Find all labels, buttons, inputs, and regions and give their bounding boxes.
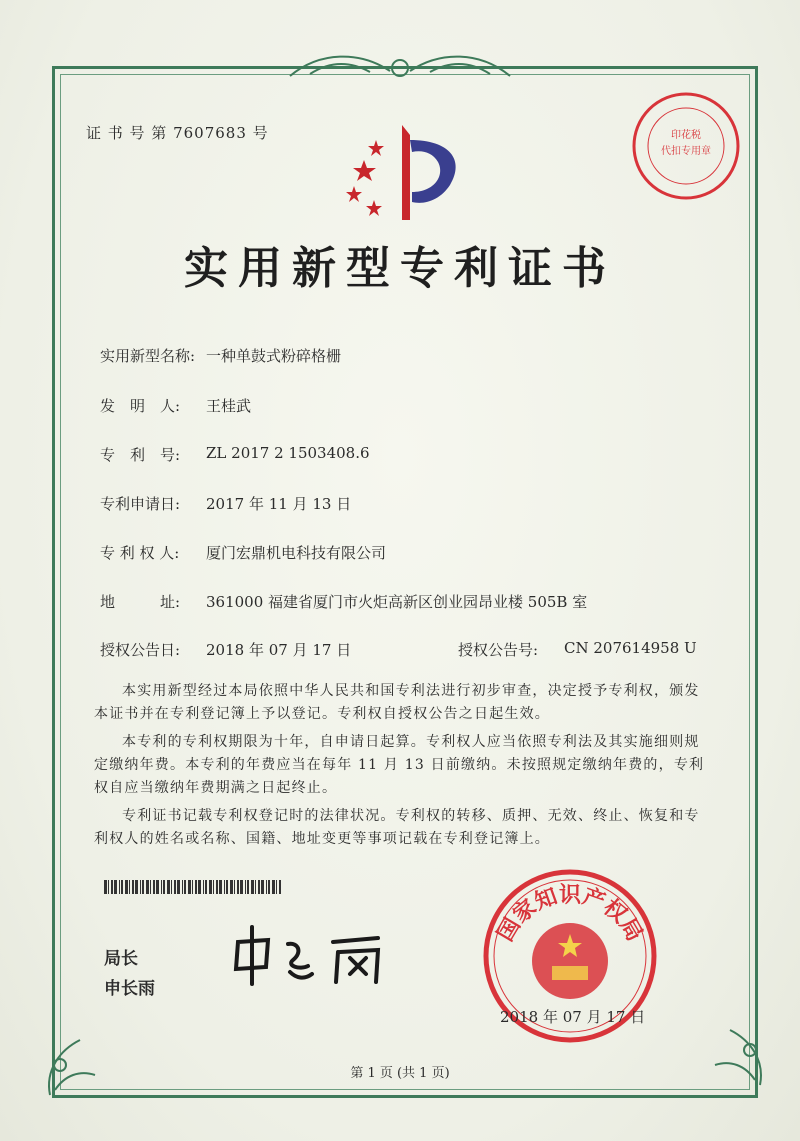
paragraph: 本专利的专利权期限为十年，自申请日起算。专利权人应当依照专利法及其实施细则规定缴纳年费。本专利的年费应当在每年 11 月 13 日前缴纳。未按照规定缴纳年费的，专利权自应当缴纳年费期满之日起终止。 [94,734,705,796]
field-label: 专 利 号: [100,446,181,464]
field-patent-no [100,444,370,465]
barcode [104,880,284,894]
seal-date: 2018 年 07 月 17 日 [500,1008,646,1026]
patent-office-logo [340,120,470,230]
field-value: CN 207614958 U [564,639,697,657]
field-filing-date [100,493,351,514]
field-value: ZL 2017 2 1503408.6 [206,444,370,462]
page-footer: 第 1 页 (共 1 页) [350,1066,450,1081]
top-ornament [280,46,520,86]
field-grant-no [458,639,697,660]
page-title: 实用新型专利证书 [184,243,616,294]
svg-text:印花税: 印花税 [671,130,701,141]
field-label: 发 明 人: [100,397,181,415]
field-value: 2018 年 07 月 17 日 [206,641,352,659]
field-label: 实用新型名称: [100,347,196,365]
handwritten-signature [228,922,408,992]
field-label: 专利申请日: [100,495,181,513]
field-value: 361000 福建省厦门市火炬高新区创业园昂业楼 505B 室 [206,593,588,611]
field-inventor [100,395,251,416]
signatory-name: 申长雨 [104,979,155,999]
paragraph: 专利证书记载专利权登记时的法律状况。专利权的转移、质押、无效、终止、恢复和专利权人的姓名或名称、国籍、地址变更等事项记载在专利登记簿上。 [94,808,700,847]
tax-stamp [626,86,746,206]
field-value: 王桂武 [206,397,252,415]
signatory-title: 局长 [104,949,138,969]
field-value: 一种单鼓式粉碎格栅 [206,347,342,365]
field-value: 厦门宏鼎机电科技有限公司 [206,544,387,562]
svg-text:代扣专用章: 代扣专用章 [661,146,711,157]
field-label: 地 址: [100,593,181,611]
field-address [100,591,587,612]
field-label: 授权公告日: [100,641,181,659]
bottom-left-ornament [40,1020,110,1100]
field-patentee [100,542,386,563]
field-label: 专 利 权 人: [100,544,180,562]
legal-text [94,680,706,856]
field-name [100,345,341,366]
certificate-number: 证 书 号 第 7607683 号 [86,124,269,142]
field-label: 授权公告号: [458,641,539,659]
field-value: 2017 年 11 月 13 日 [206,495,352,513]
field-grant-date [100,639,351,660]
seal-text: 国家知识产权局 [493,883,647,946]
paragraph: 本实用新型经过本局依照中华人民共和国专利法进行初步审查，决定授予专利权，颁发本证书并在专利登记簿上予以登记。专利权自授权公告之日起生效。 [94,683,700,722]
